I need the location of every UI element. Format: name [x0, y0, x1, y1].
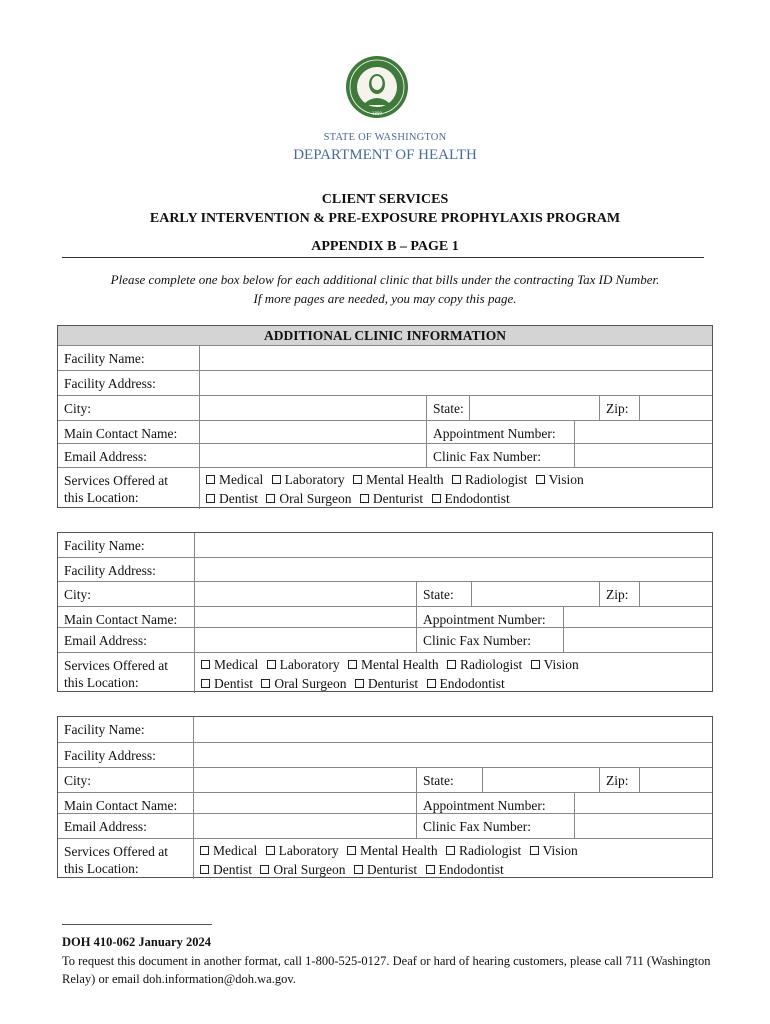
service-option[interactable]: Oral Surgeon — [266, 491, 351, 506]
email-label: Email Address: — [64, 633, 147, 648]
checkbox[interactable] — [531, 660, 540, 669]
appointment-number-field[interactable] — [563, 607, 712, 627]
services-row — [58, 652, 712, 693]
service-option[interactable]: Medical — [200, 843, 257, 858]
checkbox[interactable] — [426, 865, 435, 874]
clinic-fax-label: Clinic Fax Number: — [426, 444, 574, 467]
services-label — [58, 653, 194, 693]
main-contact-label: Main Contact Name: — [64, 612, 178, 627]
service-option[interactable]: Endodontist — [427, 676, 505, 691]
service-option[interactable]: Oral Surgeon — [260, 862, 345, 877]
agency-department: DEPARTMENT OF HEALTH — [293, 147, 477, 163]
facility-name-row — [58, 717, 712, 742]
zip-label: Zip: — [599, 582, 639, 606]
title-divider — [62, 257, 704, 258]
clinic-box-3 — [57, 716, 713, 878]
facility-address-field[interactable] — [199, 371, 712, 395]
main-contact-label: Main Contact Name: — [64, 798, 178, 813]
checkbox[interactable] — [267, 660, 276, 669]
city-row — [58, 767, 712, 792]
city-label: City: — [64, 587, 92, 602]
facility-address-label: Facility Address: — [64, 748, 156, 763]
seal-year: 1889 — [371, 111, 383, 116]
appendix-title: APPENDIX B – PAGE 1 — [311, 239, 459, 254]
state-label: State: — [416, 768, 482, 792]
service-option[interactable]: Laboratory — [267, 657, 340, 672]
clinic-box-1 — [57, 325, 713, 508]
service-option[interactable]: Medical — [201, 657, 258, 672]
service-option[interactable]: Denturist — [354, 862, 417, 877]
facility-name-field[interactable] — [193, 717, 712, 742]
checkbox[interactable] — [261, 679, 270, 688]
checkbox[interactable] — [206, 475, 215, 484]
appointment-number-field[interactable] — [574, 793, 712, 813]
state-field[interactable] — [482, 768, 599, 792]
zip-field[interactable] — [639, 396, 712, 420]
service-option[interactable]: Radiologist — [447, 657, 522, 672]
checkbox[interactable] — [347, 846, 356, 855]
checkbox[interactable] — [536, 475, 545, 484]
state-field[interactable] — [469, 396, 599, 420]
clinic-box-2 — [57, 532, 713, 692]
checkbox[interactable] — [446, 846, 455, 855]
checkbox[interactable] — [200, 865, 209, 874]
service-option[interactable]: Mental Health — [348, 657, 439, 672]
city-label: City: — [64, 401, 92, 416]
state-label: State: — [416, 582, 471, 606]
contact-row — [58, 792, 712, 813]
service-option[interactable]: Radiologist — [446, 843, 521, 858]
section-title: ADDITIONAL CLINIC INFORMATION — [263, 328, 507, 343]
service-option[interactable]: Dentist — [201, 676, 253, 691]
service-option[interactable]: Vision — [530, 843, 578, 858]
service-option[interactable]: Radiologist — [452, 472, 527, 487]
checkbox[interactable] — [452, 475, 461, 484]
service-option[interactable]: Dentist — [200, 862, 252, 877]
facility-name-field[interactable] — [194, 533, 712, 557]
accessibility-notice: To request this document in another format, call 1-800-525-0127. Deaf or hard of hearing customers, please call 711 (Washington Relay) or email doh.information@doh.wa.gov. — [62, 954, 711, 986]
checkbox[interactable] — [355, 679, 364, 688]
checkbox[interactable] — [447, 660, 456, 669]
services-label — [58, 468, 199, 509]
city-field[interactable] — [199, 396, 426, 420]
services-label-line-1: Services Offered at — [64, 473, 168, 488]
appointment-number-label: Appointment Number: — [416, 607, 563, 627]
city-label: City: — [64, 773, 92, 788]
section-header — [58, 326, 712, 345]
facility-address-field[interactable] — [193, 743, 712, 767]
checkbox[interactable] — [530, 846, 539, 855]
main-contact-field[interactable] — [193, 793, 416, 813]
form-number: DOH 410-062 January 2024 — [62, 935, 211, 949]
email-row — [58, 443, 712, 467]
checkbox[interactable] — [201, 679, 210, 688]
contact-row — [58, 606, 712, 627]
zip-field[interactable] — [639, 768, 712, 792]
email-label: Email Address: — [64, 819, 147, 834]
facility-name-field[interactable] — [199, 346, 712, 370]
service-option[interactable]: Mental Health — [347, 843, 438, 858]
checkbox[interactable] — [354, 865, 363, 874]
program-title: EARLY INTERVENTION & PRE-EXPOSURE PROPHYLAXIS PROGRAM — [149, 211, 621, 226]
clinic-fax-field[interactable] — [563, 628, 712, 652]
services-row — [58, 467, 712, 509]
appointment-number-label: Appointment Number: — [426, 421, 574, 443]
facility-name-label: Facility Name: — [64, 538, 145, 553]
facility-address-label: Facility Address: — [64, 376, 156, 391]
city-field[interactable] — [194, 582, 416, 606]
email-field[interactable] — [193, 814, 416, 838]
service-option[interactable]: Vision — [536, 472, 584, 487]
document-title: CLIENT SERVICES — [321, 192, 449, 207]
services-label-line-2: this Location: — [64, 861, 139, 876]
clinic-fax-label: Clinic Fax Number: — [416, 628, 563, 652]
service-option[interactable]: Denturist — [360, 491, 423, 506]
services-label-line-1: Services Offered at — [64, 844, 168, 859]
state-label: State: — [426, 396, 469, 420]
services-options — [199, 468, 712, 509]
facility-name-label: Facility Name: — [64, 351, 145, 366]
main-contact-field[interactable] — [199, 421, 426, 443]
checkbox[interactable] — [200, 846, 209, 855]
checkbox[interactable] — [353, 475, 362, 484]
service-option[interactable]: Laboratory — [272, 472, 345, 487]
service-option[interactable]: Endodontist — [432, 491, 510, 506]
services-label-line-1: Services Offered at — [64, 658, 168, 673]
city-row — [58, 395, 712, 420]
washington-state-seal — [345, 55, 409, 119]
checkbox[interactable] — [260, 865, 269, 874]
instruction-line-1: Please complete one box below for each additional clinic that bills under the contracting Tax ID Number. — [110, 272, 660, 287]
service-option[interactable]: Laboratory — [266, 843, 339, 858]
city-row — [58, 581, 712, 606]
checkbox[interactable] — [427, 679, 436, 688]
service-option[interactable]: Mental Health — [353, 472, 444, 487]
main-contact-label: Main Contact Name: — [64, 426, 178, 441]
service-option[interactable]: Oral Surgeon — [261, 676, 346, 691]
service-option[interactable]: Vision — [531, 657, 579, 672]
checkbox[interactable] — [206, 494, 215, 503]
facility-name-row — [58, 533, 712, 557]
facility-address-label: Facility Address: — [64, 563, 156, 578]
zip-label: Zip: — [599, 396, 639, 420]
services-label-line-2: this Location: — [64, 490, 139, 505]
main-contact-field[interactable] — [194, 607, 416, 627]
service-option[interactable]: Medical — [206, 472, 263, 487]
city-field[interactable] — [193, 768, 416, 792]
checkbox[interactable] — [266, 846, 275, 855]
email-label: Email Address: — [64, 449, 147, 464]
service-option[interactable]: Endodontist — [426, 862, 504, 877]
zip-field[interactable] — [639, 582, 712, 606]
services-label-line-2: this Location: — [64, 675, 139, 690]
facility-name-row — [58, 345, 712, 370]
email-field[interactable] — [199, 444, 426, 467]
clinic-fax-field[interactable] — [574, 444, 712, 467]
facility-name-label: Facility Name: — [64, 722, 145, 737]
services-row — [58, 838, 712, 879]
contact-row — [58, 420, 712, 443]
facility-address-field[interactable] — [194, 558, 712, 581]
facility-address-row — [58, 557, 712, 581]
service-option[interactable]: Dentist — [206, 491, 258, 506]
clinic-fax-field[interactable] — [574, 814, 712, 838]
checkbox[interactable] — [360, 494, 369, 503]
services-label — [58, 839, 193, 879]
checkbox[interactable] — [432, 494, 441, 503]
email-row — [58, 627, 712, 652]
instruction-line-2: If more pages are needed, you may copy this page. — [253, 291, 517, 306]
checkbox[interactable] — [201, 660, 210, 669]
services-options — [193, 839, 712, 879]
agency-state: STATE OF WASHINGTON — [323, 132, 447, 143]
checkbox[interactable] — [348, 660, 357, 669]
zip-label: Zip: — [599, 768, 639, 792]
email-field[interactable] — [194, 628, 416, 652]
state-field[interactable] — [471, 582, 599, 606]
service-option[interactable]: Denturist — [355, 676, 418, 691]
checkbox[interactable] — [266, 494, 275, 503]
facility-address-row — [58, 742, 712, 767]
appointment-number-label: Appointment Number: — [416, 793, 574, 813]
clinic-fax-label: Clinic Fax Number: — [416, 814, 574, 838]
services-options — [194, 653, 712, 693]
facility-address-row — [58, 370, 712, 395]
email-row — [58, 813, 712, 838]
footer-divider — [62, 924, 212, 925]
checkbox[interactable] — [272, 475, 281, 484]
appointment-number-field[interactable] — [574, 421, 712, 443]
